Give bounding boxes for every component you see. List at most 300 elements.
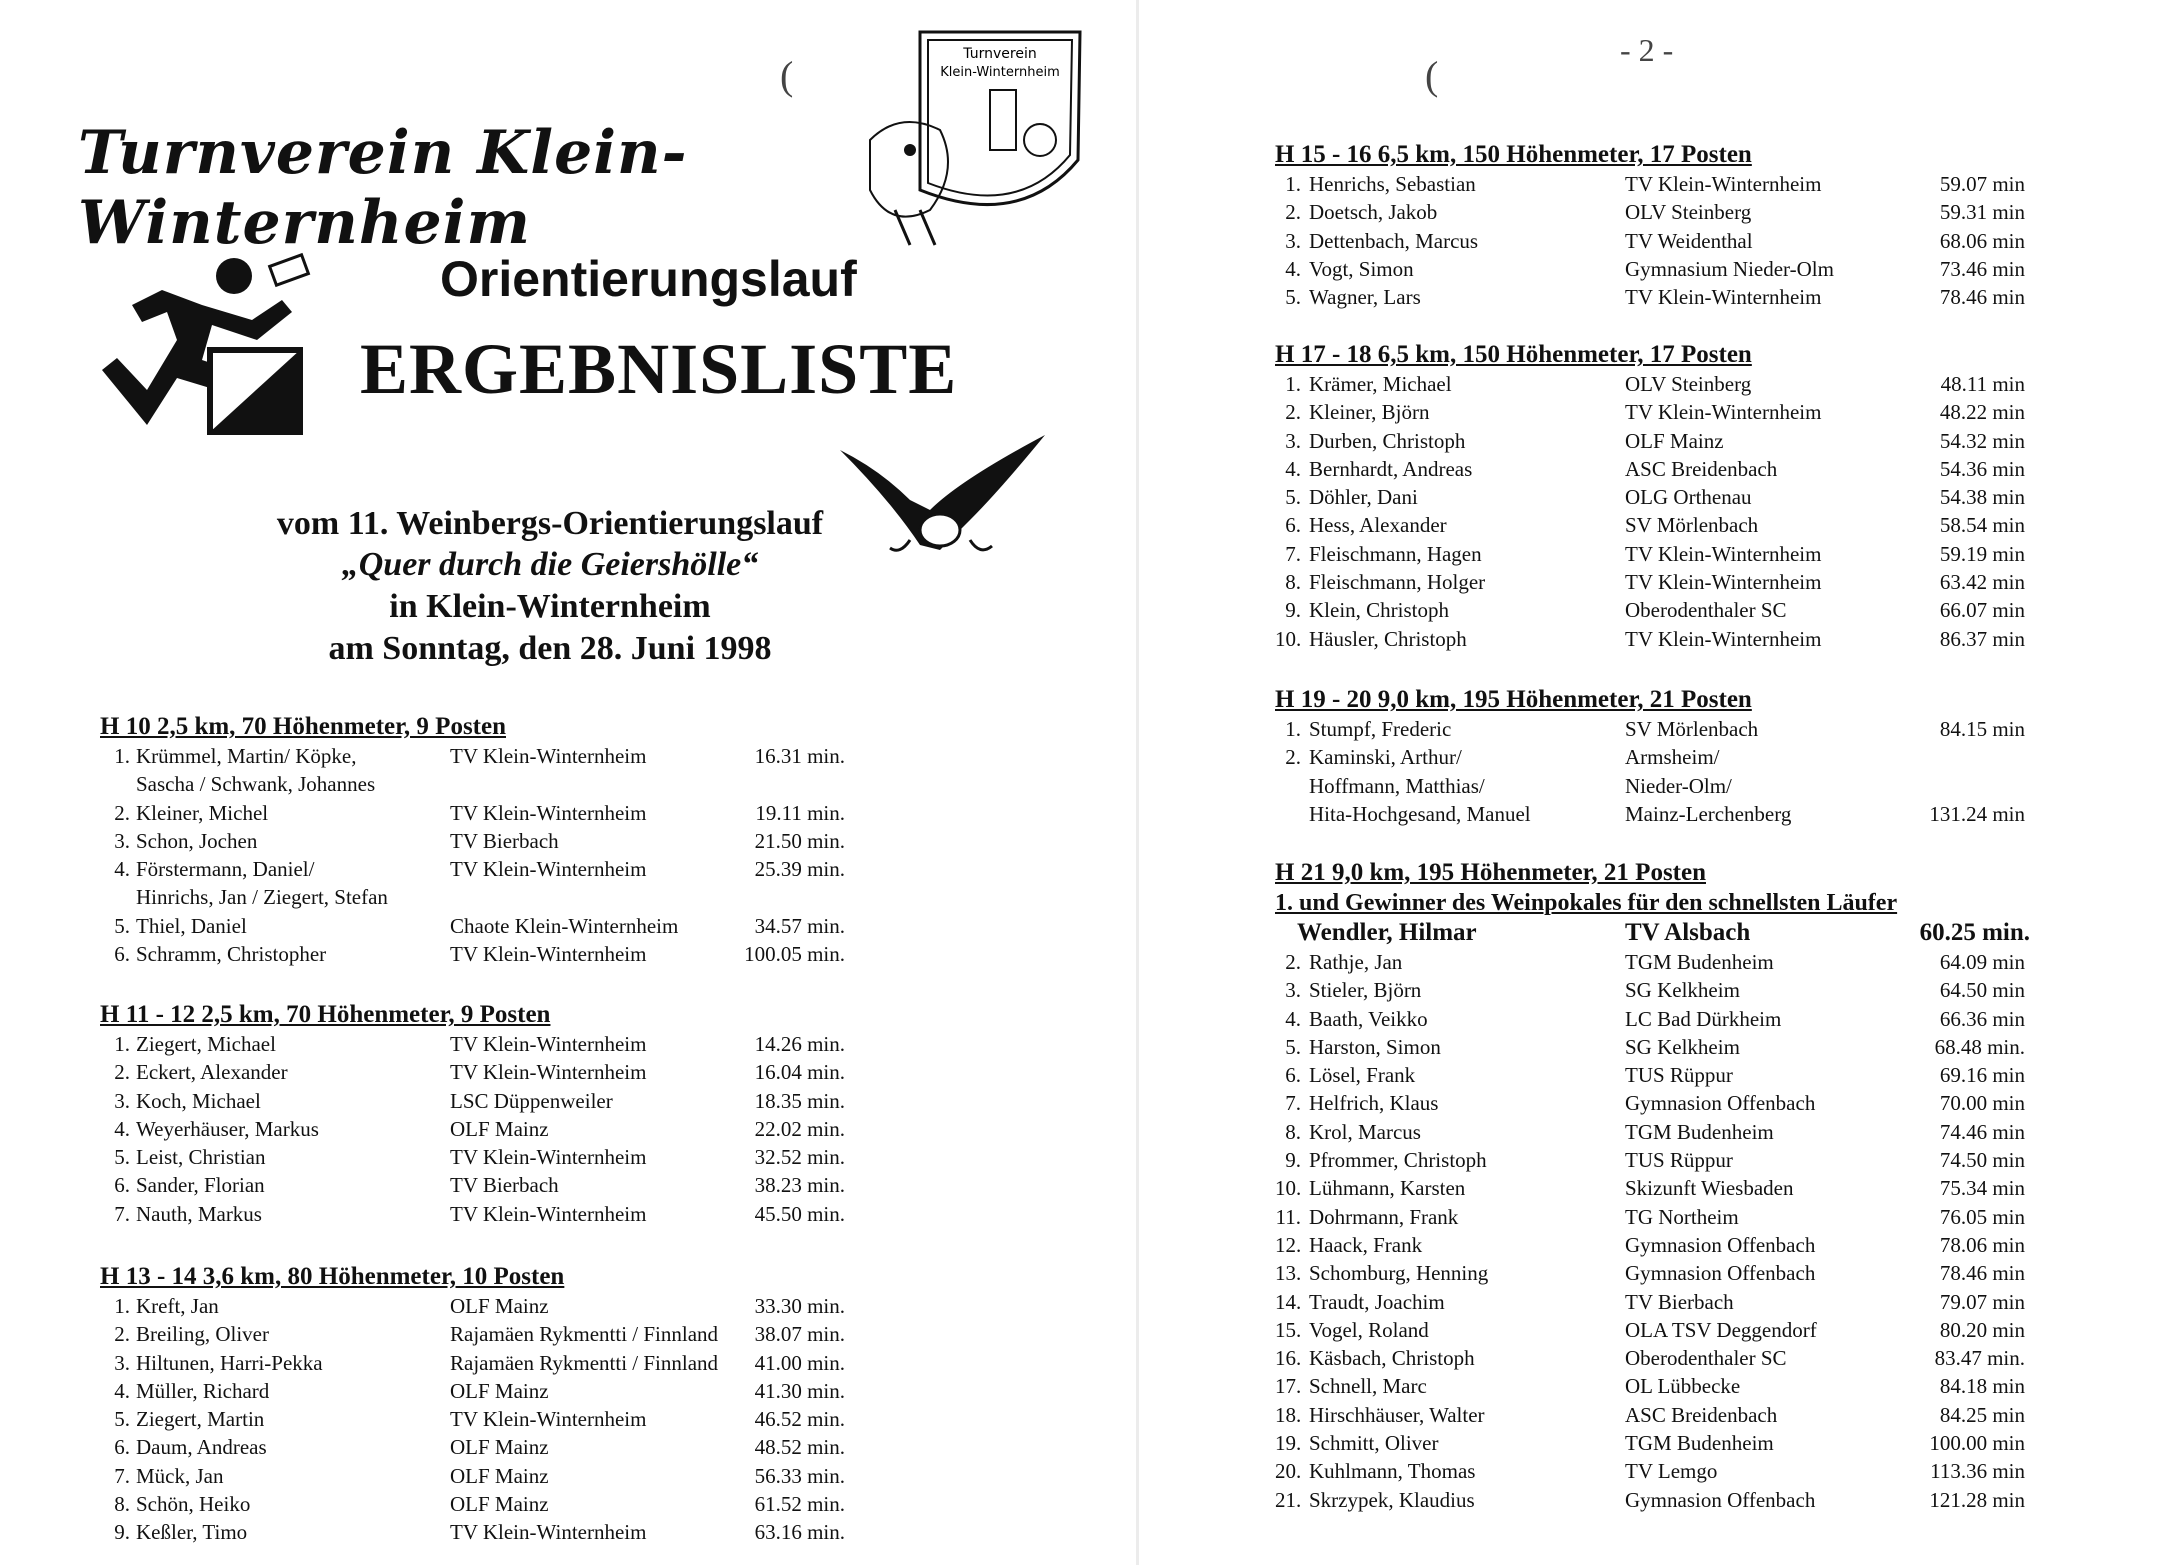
rank-cell: 4. xyxy=(1285,1006,1301,1031)
name-cell: Rathje, Jan xyxy=(1309,950,1403,974)
subtitle-location: in Klein-Winternheim xyxy=(389,588,711,625)
table-row xyxy=(100,799,860,827)
rank-cell: 1. xyxy=(1285,717,1301,741)
rank-cell: 3. xyxy=(1285,428,1301,453)
table-row xyxy=(100,1058,860,1086)
results-section xyxy=(100,1262,860,1547)
rank-cell: 2. xyxy=(1285,200,1301,225)
club-cell: Chaote Klein-Winternheim xyxy=(450,913,679,938)
name-cell: Müller, Richard xyxy=(136,1378,270,1403)
club-cell: TV Klein-Winternheim xyxy=(450,1407,647,1432)
name-cell: Thiel, Daniel xyxy=(136,913,247,938)
table-row xyxy=(1275,1146,2035,1174)
rank-cell: 9. xyxy=(1285,1148,1301,1173)
table-row xyxy=(1275,568,2035,596)
rank-cell: 7. xyxy=(114,1463,130,1488)
rank-cell: 5. xyxy=(114,1145,130,1170)
time-cell: 68.06 min xyxy=(1939,228,2025,253)
winner-caption: 1. und Gewinner des Weinpokales für den schnellsten Läufer xyxy=(1275,890,1898,916)
table-row xyxy=(100,1405,860,1433)
club-badge-logo xyxy=(840,20,1100,250)
name-cell: Baath, Veikko xyxy=(1309,1006,1428,1031)
winner-time: 60.25 min. xyxy=(1919,919,2030,946)
table-row xyxy=(1275,1316,2035,1344)
table-row xyxy=(1275,427,2035,455)
name-cell: Bernhardt, Andreas xyxy=(1309,456,1473,481)
time-cell: 75.34 min xyxy=(1939,1176,2025,1201)
club-cell: TV Klein-Winternheim xyxy=(1625,570,1822,595)
club-cell: TV Klein-Winternheim xyxy=(1625,172,1822,196)
club-cell: LC Bad Dürkheim xyxy=(1625,1006,1782,1031)
club-cell: OLV Steinberg xyxy=(1625,200,1752,225)
time-cell: 46.52 min. xyxy=(754,1407,845,1432)
time-cell: 16.31 min. xyxy=(754,744,845,768)
name-cell: Vogel, Roland xyxy=(1309,1317,1429,1342)
club-cell: TV Klein-Winternheim xyxy=(450,942,647,967)
page-number: - 2 - xyxy=(1620,32,1674,68)
club-cell: OLA TSV Deggendorf xyxy=(1625,1317,1817,1342)
time-cell: 14.26 min. xyxy=(754,1032,845,1056)
rank-cell: 1. xyxy=(1285,372,1301,396)
table-row xyxy=(1275,715,2035,743)
name-cell: Weyerhäuser, Markus xyxy=(136,1116,319,1141)
rank-cell: 9. xyxy=(114,1520,130,1545)
table-row xyxy=(1275,1288,2035,1316)
time-cell: 48.22 min xyxy=(1939,400,2025,425)
table-row xyxy=(100,1320,860,1348)
results-section xyxy=(1275,340,2035,653)
section-title: H 10 2,5 km, 70 Höhenmeter, 9 Posten xyxy=(100,713,506,740)
time-cell: 64.09 min xyxy=(1939,950,2025,974)
time-cell: 74.46 min xyxy=(1939,1119,2025,1144)
rank-cell: 16. xyxy=(1275,1346,1302,1371)
rank-cell: 1. xyxy=(1285,172,1301,196)
time-cell: 38.07 min. xyxy=(754,1322,845,1347)
club-cell: TV Klein-Winternheim xyxy=(1625,400,1822,425)
name-cell: Nauth, Markus xyxy=(136,1201,262,1226)
table-row xyxy=(1275,1259,2035,1287)
name-cell: Ziegert, Michael xyxy=(136,1032,276,1056)
club-cell: TUS Rüppur xyxy=(1625,1063,1733,1088)
club-cell: TGM Budenheim xyxy=(1625,1119,1774,1144)
section-title: H 13 - 14 3,6 km, 80 Höhenmeter, 10 Posten xyxy=(100,1263,565,1290)
name-cell: Klein, Christoph xyxy=(1309,598,1449,623)
name-cell: Keßler, Timo xyxy=(136,1520,248,1545)
time-cell: 32.52 min. xyxy=(754,1145,845,1170)
club-cell: TV Klein-Winternheim xyxy=(1625,626,1822,651)
club-cell: Armsheim/ xyxy=(1625,745,1720,770)
section-title: H 21 9,0 km, 195 Höhenmeter, 21 Posten xyxy=(1275,859,1706,886)
club-cell: SV Mörlenbach xyxy=(1625,717,1759,741)
rank-cell: 21. xyxy=(1275,1487,1302,1512)
name-cell: Kaminski, Arthur/ xyxy=(1309,745,1462,770)
club-cell: SV Mörlenbach xyxy=(1625,513,1759,538)
page-divider xyxy=(1136,0,1139,1565)
club-cell: TUS Rüppur xyxy=(1625,1148,1733,1173)
section-title: H 19 - 20 9,0 km, 195 Höhenmeter, 21 Posten xyxy=(1275,686,1752,713)
name-cell: Hoffmann, Matthias/ xyxy=(1309,773,1485,798)
time-cell: 59.31 min xyxy=(1939,200,2025,225)
club-cell: TV Weidenthal xyxy=(1625,228,1753,253)
winner-name: Wendler, Hilmar xyxy=(1297,919,1477,946)
table-row xyxy=(1275,198,2035,226)
name-cell: Schramm, Christopher xyxy=(136,942,327,967)
rank-cell: 2. xyxy=(1285,400,1301,425)
table-row xyxy=(1275,1344,2035,1372)
time-cell: 113.36 min xyxy=(1930,1459,2025,1484)
name-cell: Hiltunen, Harri-Pekka xyxy=(136,1350,323,1375)
table-row xyxy=(100,1518,860,1546)
time-cell: 84.15 min xyxy=(1939,717,2025,741)
time-cell: 21.50 min. xyxy=(754,828,845,853)
club-cell: OLF Mainz xyxy=(450,1116,549,1141)
section-title: H 11 - 12 2,5 km, 70 Höhenmeter, 9 Posten xyxy=(100,1001,551,1028)
club-cell: TV Klein-Winternheim xyxy=(450,1032,647,1056)
time-cell: 73.46 min xyxy=(1939,256,2025,281)
time-cell: 79.07 min xyxy=(1939,1289,2025,1314)
table-row xyxy=(1275,948,2035,976)
name-cell: Henrichs, Sebastian xyxy=(1309,172,1476,196)
time-cell: 54.38 min xyxy=(1939,485,2025,510)
club-cell: ASC Breidenbach xyxy=(1625,1402,1778,1427)
time-cell: 19.11 min. xyxy=(755,800,845,825)
time-cell: 48.52 min. xyxy=(754,1435,845,1460)
rank-cell: 11. xyxy=(1275,1204,1301,1229)
time-cell: 54.36 min xyxy=(1939,456,2025,481)
time-cell: 45.50 min. xyxy=(754,1201,845,1226)
results-section xyxy=(1275,858,2035,1514)
table-row xyxy=(1275,1372,2035,1400)
time-cell: 61.52 min. xyxy=(754,1492,845,1517)
name-cell: Doetsch, Jakob xyxy=(1309,200,1438,225)
rank-cell: 4. xyxy=(1285,256,1301,281)
name-cell: Harston, Simon xyxy=(1309,1034,1441,1059)
rank-cell: 7. xyxy=(1285,541,1301,566)
club-cell: TV Klein-Winternheim xyxy=(450,800,647,825)
club-cell: TGM Budenheim xyxy=(1625,950,1774,974)
club-cell: TV Bierbach xyxy=(450,1173,559,1198)
name-cell: Stieler, Björn xyxy=(1309,978,1422,1003)
club-cell: TV Bierbach xyxy=(450,828,559,853)
table-row xyxy=(100,883,860,911)
club-cell: OLG Orthenau xyxy=(1625,485,1752,510)
rank-cell: 2. xyxy=(114,800,130,825)
results-section xyxy=(100,712,860,968)
name-cell: Hirschhäuser, Walter xyxy=(1309,1402,1485,1427)
club-cell: Oberodenthaler SC xyxy=(1625,598,1787,623)
rank-cell: 3. xyxy=(114,1350,130,1375)
rank-cell: 19. xyxy=(1275,1431,1302,1456)
name-cell: Kleiner, Michel xyxy=(136,800,269,825)
rank-cell: 15. xyxy=(1275,1317,1302,1342)
rank-cell: 7. xyxy=(1285,1091,1301,1116)
right-page xyxy=(1140,0,2157,1565)
time-cell: 69.16 min xyxy=(1939,1063,2025,1088)
club-cell: TV Klein-Winternheim xyxy=(450,1145,647,1170)
table-row xyxy=(100,1115,860,1143)
name-cell: Krämer, Michael xyxy=(1309,372,1452,396)
club-cell: TV Klein-Winternheim xyxy=(450,1520,647,1545)
event-title: Orientierungslauf xyxy=(440,251,857,307)
name-cell: Traudt, Joachim xyxy=(1309,1289,1445,1314)
club-cell: Rajamäen Rykmentti / Finnland xyxy=(450,1350,719,1375)
rank-cell: 4. xyxy=(1285,456,1301,481)
time-cell: 63.16 min. xyxy=(754,1520,845,1545)
name-cell: Daum, Andreas xyxy=(136,1435,267,1460)
table-row xyxy=(1275,1203,2035,1231)
club-cell: Skizunft Wiesbaden xyxy=(1625,1176,1794,1201)
club-cell: Gymnasion Offenbach xyxy=(1625,1091,1816,1116)
name-cell: Sascha / Schwank, Johannes xyxy=(136,772,376,797)
section-title: H 17 - 18 6,5 km, 150 Höhenmeter, 17 Posten xyxy=(1275,341,1752,368)
table-row xyxy=(100,1490,860,1518)
club-cell: ASC Breidenbach xyxy=(1625,456,1778,481)
rank-cell: 13. xyxy=(1275,1261,1302,1286)
name-cell: Wagner, Lars xyxy=(1309,285,1421,310)
club-cell: TGM Budenheim xyxy=(1625,1431,1774,1456)
time-cell: 48.11 min xyxy=(1940,372,2025,396)
subtitle-date: am Sonntag, den 28. Juni 1998 xyxy=(328,630,772,667)
time-cell: 64.50 min xyxy=(1939,978,2025,1003)
table-row xyxy=(100,770,860,798)
rank-cell: 8. xyxy=(114,1492,130,1517)
svg-text:Turnverein: Turnverein xyxy=(963,46,1037,62)
rank-cell: 5. xyxy=(114,913,130,938)
table-row xyxy=(1275,625,2035,653)
rank-cell: 7. xyxy=(114,1201,130,1226)
subtitle-motto: „Quer durch die Geiershölle“ xyxy=(341,546,759,583)
name-cell: Skrzypek, Klaudius xyxy=(1309,1487,1475,1512)
time-cell: 58.54 min xyxy=(1939,513,2025,538)
time-cell: 121.28 min xyxy=(1929,1487,2025,1512)
club-cell: Mainz-Lerchenberg xyxy=(1625,801,1792,826)
club-cell: Gymnasium Nieder-Olm xyxy=(1625,256,1834,281)
rank-cell: 6. xyxy=(1285,513,1301,538)
club-cell: OLF Mainz xyxy=(450,1492,549,1517)
time-cell: 34.57 min. xyxy=(754,913,845,938)
club-cell: TV Bierbach xyxy=(1625,1289,1734,1314)
orienteering-runner-icon xyxy=(92,250,312,440)
table-row xyxy=(1275,283,2035,311)
rank-cell: 2. xyxy=(114,1060,130,1085)
club-title: Turnverein Klein-Winternheim xyxy=(78,118,688,258)
name-cell: Krol, Marcus xyxy=(1309,1119,1421,1144)
rank-cell: 6. xyxy=(114,942,130,967)
table-row xyxy=(1275,227,2035,255)
punch-hole-mark: ( xyxy=(1425,53,1439,98)
rank-cell: 5. xyxy=(114,1407,130,1432)
name-cell: Durben, Christoph xyxy=(1309,428,1466,453)
name-cell: Lühmann, Karsten xyxy=(1309,1176,1466,1201)
time-cell: 54.32 min xyxy=(1939,428,2025,453)
name-cell: Fleischmann, Hagen xyxy=(1309,541,1482,566)
table-row xyxy=(1275,1401,2035,1429)
table-row xyxy=(1275,743,2035,771)
rank-cell: 3. xyxy=(114,828,130,853)
name-cell: Haack, Frank xyxy=(1309,1232,1423,1257)
rank-cell: 2. xyxy=(114,1322,130,1347)
time-cell: 100.00 min xyxy=(1929,1431,2025,1456)
table-row xyxy=(1275,1174,2035,1202)
time-cell: 86.37 min xyxy=(1939,626,2025,651)
rank-cell: 18. xyxy=(1275,1402,1302,1427)
time-cell: 25.39 min. xyxy=(754,857,845,882)
club-cell: OLF Mainz xyxy=(450,1294,549,1318)
rank-cell: 5. xyxy=(1285,285,1301,310)
club-cell: Gymnasion Offenbach xyxy=(1625,1261,1816,1286)
name-cell: Häusler, Christoph xyxy=(1309,626,1467,651)
subtitle-event-line: vom 11. Weinbergs-Orientierungslauf xyxy=(276,505,824,542)
name-cell: Schmitt, Oliver xyxy=(1309,1431,1439,1456)
time-cell: 78.46 min xyxy=(1939,1261,2025,1286)
rank-cell: 6. xyxy=(114,1173,130,1198)
table-row xyxy=(100,1349,860,1377)
rank-cell: 3. xyxy=(1285,228,1301,253)
table-row xyxy=(100,1433,860,1461)
table-row xyxy=(1275,976,2035,1004)
club-cell: OLF Mainz xyxy=(1625,428,1724,453)
name-cell: Kreft, Jan xyxy=(136,1294,219,1318)
time-cell: 131.24 min xyxy=(1929,801,2025,826)
table-row xyxy=(1275,800,2035,828)
club-cell: SG Kelkheim xyxy=(1625,978,1740,1003)
time-cell: 68.48 min. xyxy=(1934,1034,2025,1059)
time-cell: 66.07 min xyxy=(1939,598,2025,623)
name-cell: Schön, Heiko xyxy=(136,1492,251,1517)
name-cell: Hinrichs, Jan / Ziegert, Stefan xyxy=(136,885,388,910)
name-cell: Sander, Florian xyxy=(136,1173,265,1198)
winner-club: TV Alsbach xyxy=(1625,919,1751,946)
rank-cell: 4. xyxy=(114,1378,130,1403)
rank-cell: 10. xyxy=(1275,1176,1302,1201)
name-cell: Döhler, Dani xyxy=(1309,485,1418,510)
time-cell: 18.35 min. xyxy=(754,1088,845,1113)
name-cell: Vogt, Simon xyxy=(1309,256,1414,281)
table-row xyxy=(1275,1005,2035,1033)
club-cell: Oberodenthaler SC xyxy=(1625,1346,1787,1371)
club-cell: LSC Düppenweiler xyxy=(450,1088,613,1113)
table-row xyxy=(100,1030,860,1058)
club-cell: OLV Steinberg xyxy=(1625,372,1752,396)
table-row xyxy=(1275,483,2035,511)
time-cell: 63.42 min xyxy=(1939,570,2025,595)
name-cell: Koch, Michael xyxy=(136,1088,261,1113)
rank-cell: 12. xyxy=(1275,1232,1302,1257)
rank-cell: 17. xyxy=(1275,1374,1302,1399)
name-cell: Kuhlmann, Thomas xyxy=(1309,1459,1476,1484)
time-cell: 76.05 min xyxy=(1939,1204,2025,1229)
name-cell: Eckert, Alexander xyxy=(136,1060,288,1085)
table-row xyxy=(1275,1231,2035,1259)
table-row xyxy=(100,1087,860,1115)
table-row xyxy=(100,827,860,855)
name-cell: Pfrommer, Christoph xyxy=(1309,1148,1487,1173)
name-cell: Kleiner, Björn xyxy=(1309,400,1430,425)
table-row xyxy=(1275,398,2035,426)
table-row xyxy=(1275,596,2035,624)
table-row xyxy=(100,912,860,940)
name-cell: Dettenbach, Marcus xyxy=(1309,228,1479,253)
table-row xyxy=(100,1292,860,1320)
rank-cell: 3. xyxy=(114,1088,130,1113)
punch-hole-mark: ( xyxy=(780,53,794,98)
name-cell: Krümmel, Martin/ Köpke, xyxy=(136,744,357,768)
club-cell: TG Northeim xyxy=(1625,1204,1739,1229)
name-cell: Schon, Jochen xyxy=(136,828,258,853)
name-cell: Leist, Christian xyxy=(136,1145,266,1170)
club-cell: TV Klein-Winternheim xyxy=(450,857,647,882)
name-cell: Ziegert, Martin xyxy=(136,1407,265,1432)
club-cell: OLF Mainz xyxy=(450,1378,549,1403)
time-cell: 66.36 min xyxy=(1939,1006,2025,1031)
club-cell: TV Klein-Winternheim xyxy=(1625,541,1822,566)
club-cell: Nieder-Olm/ xyxy=(1625,773,1732,798)
rank-cell: 1. xyxy=(114,744,130,768)
table-row xyxy=(100,1200,860,1228)
club-cell: TV Lemgo xyxy=(1625,1459,1718,1484)
rank-cell: 9. xyxy=(1285,598,1301,623)
club-cell: OL Lübbecke xyxy=(1625,1374,1741,1399)
time-cell: 78.06 min xyxy=(1939,1232,2025,1257)
name-cell: Fleischmann, Holger xyxy=(1309,570,1486,595)
name-cell: Schomburg, Henning xyxy=(1309,1261,1489,1286)
name-cell: Hita-Hochgesand, Manuel xyxy=(1309,801,1531,826)
winner-row xyxy=(1275,918,2035,948)
rank-cell: 1. xyxy=(114,1294,130,1318)
club-cell: OLF Mainz xyxy=(450,1435,549,1460)
rank-cell: 5. xyxy=(1285,1034,1301,1059)
time-cell: 70.00 min xyxy=(1939,1091,2025,1116)
name-cell: Helfrich, Klaus xyxy=(1309,1091,1439,1116)
rank-cell: 1. xyxy=(114,1032,130,1056)
time-cell: 80.20 min xyxy=(1939,1317,2025,1342)
rank-cell: 8. xyxy=(1285,570,1301,595)
time-cell: 41.30 min. xyxy=(754,1378,845,1403)
name-cell: Schnell, Marc xyxy=(1309,1374,1427,1399)
time-cell: 22.02 min. xyxy=(754,1116,845,1141)
club-cell: TV Klein-Winternheim xyxy=(1625,285,1822,310)
time-cell: 56.33 min. xyxy=(754,1463,845,1488)
rank-cell: 2. xyxy=(1285,745,1301,770)
name-cell: Mück, Jan xyxy=(136,1463,224,1488)
results-list-title: ERGEBNISLISTE xyxy=(360,329,958,409)
time-cell: 78.46 min xyxy=(1939,285,2025,310)
rank-cell: 20. xyxy=(1275,1459,1302,1484)
name-cell: Stumpf, Frederic xyxy=(1309,717,1452,741)
results-section xyxy=(1275,140,2035,311)
rank-cell: 8. xyxy=(1285,1119,1301,1144)
table-row xyxy=(100,855,860,883)
club-cell: TV Klein-Winternheim xyxy=(450,1060,647,1085)
club-cell: OLF Mainz xyxy=(450,1463,549,1488)
name-cell: Dohrmann, Frank xyxy=(1309,1204,1459,1229)
table-row xyxy=(1275,1486,2035,1514)
table-row xyxy=(1275,1061,2035,1089)
table-row xyxy=(100,1462,860,1490)
time-cell: 38.23 min. xyxy=(754,1173,845,1198)
table-row xyxy=(1275,540,2035,568)
rank-cell: 2. xyxy=(1285,950,1301,974)
svg-text:Klein-Winternheim: Klein-Winternheim xyxy=(940,65,1060,80)
table-row xyxy=(1275,772,2035,800)
rank-cell: 6. xyxy=(1285,1063,1301,1088)
table-row xyxy=(1275,170,2035,198)
results-section xyxy=(1275,685,2035,828)
section-title: H 15 - 16 6,5 km, 150 Höhenmeter, 17 Posten xyxy=(1275,141,1752,168)
rank-cell: 14. xyxy=(1275,1289,1302,1314)
table-row xyxy=(1275,1033,2035,1061)
table-row xyxy=(1275,455,2035,483)
